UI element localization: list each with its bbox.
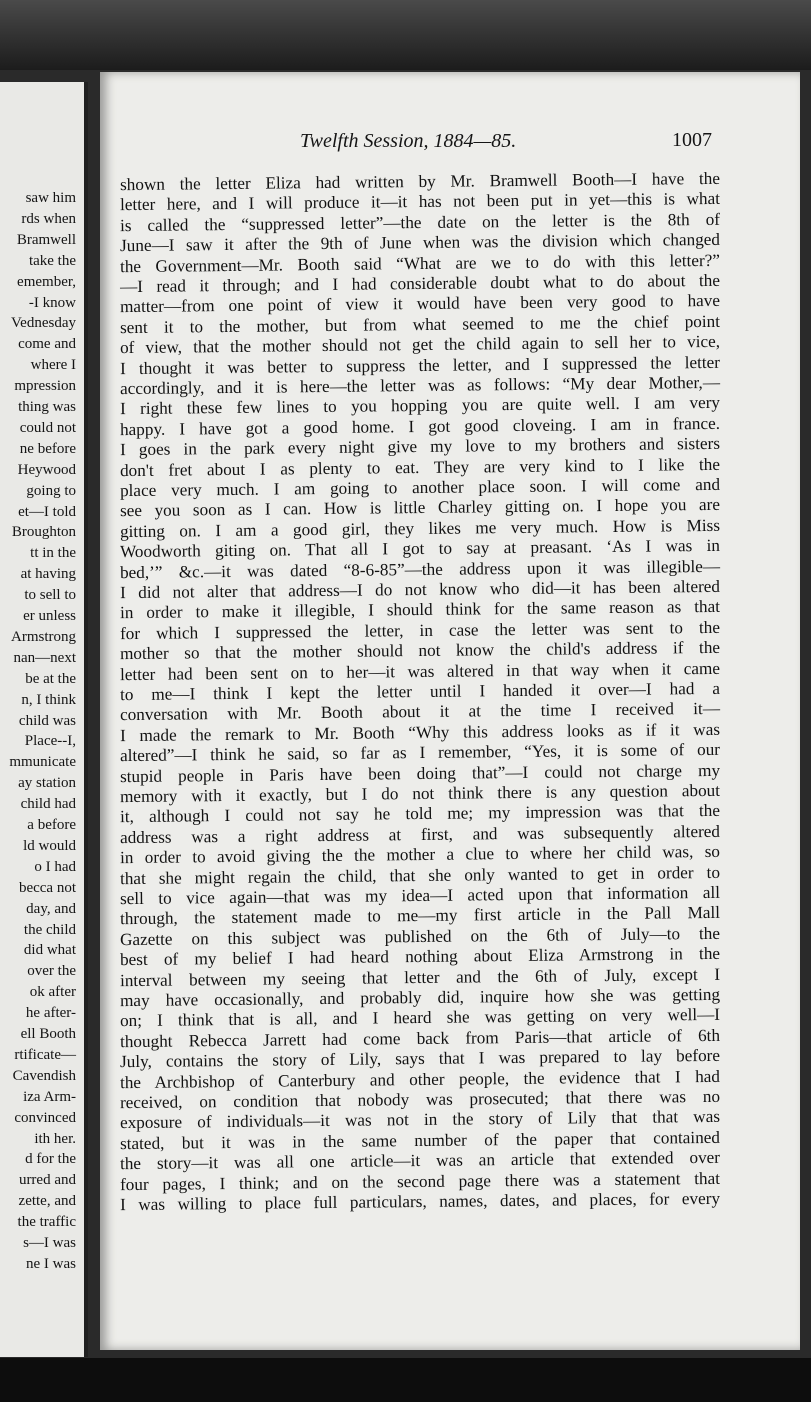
body-text-line: Woodworth giting on. That all I got to say at preasant. ‘As I was in bbox=[119, 536, 721, 562]
left-page-line: day, and bbox=[26, 900, 76, 917]
body-text-line: sent it to the mother, but from what seemed to me the chief point bbox=[119, 311, 721, 337]
left-page-line: child was bbox=[18, 712, 76, 729]
body-text-line: I goes in the park every night give my love to my brothers and sisters bbox=[119, 434, 721, 460]
body-text-line: bed,’” &c.—it was dated “8-6-85”—the address upon it was illegible— bbox=[119, 556, 721, 582]
body-text-line: is called the “suppressed letter”—the date on the letter is the 8th of bbox=[119, 209, 721, 235]
body-text-line: I thought it was better to suppress the letter, and I suppressed the letter bbox=[119, 352, 721, 378]
left-page-line: Bramwell bbox=[16, 231, 76, 248]
body-text-line: stated, but it was in the same number of the paper that contained bbox=[119, 1127, 721, 1153]
left-page-line: the traffic bbox=[17, 1214, 76, 1231]
body-text-line: thought Rebecca Jarrett had come back from Paris—that article of 6th bbox=[119, 1025, 721, 1051]
left-page-line: thing was bbox=[18, 399, 76, 415]
bottom-background bbox=[0, 1358, 811, 1402]
body-text-line: for which I suppressed the letter, in case the letter was sent to the bbox=[119, 617, 721, 643]
left-page-line: tt in the bbox=[30, 545, 76, 562]
left-page-line: to sell to bbox=[24, 587, 76, 604]
body-text-line: of view, that the mother should not get the child again to sell her to vice, bbox=[119, 332, 721, 358]
left-page-line: did what bbox=[23, 942, 76, 959]
left-page-line: over the bbox=[27, 963, 76, 980]
body-text-line: in order to make it illegible, I should think for the same reason as that bbox=[119, 597, 721, 623]
left-page-line: a before bbox=[27, 817, 76, 833]
running-header-title: Twelfth Session, 1884—85. bbox=[300, 130, 517, 152]
left-page-line: convinced bbox=[14, 1109, 76, 1126]
left-page-line: ay station bbox=[18, 775, 76, 792]
left-page-line: n, I think bbox=[21, 691, 76, 708]
left-page-line: at having bbox=[20, 566, 76, 583]
body-text-line: I was willing to place full particulars, names, dates, and places, for every bbox=[119, 1188, 721, 1215]
body-text-line: letter had been sent on to her—it was altered in that way when it came bbox=[119, 658, 721, 684]
body-text-line: it, although I could not say he told me; my impression was that the bbox=[119, 801, 721, 827]
body-text-line: happy. I have got a good home. I got good cloveing. I am in france. bbox=[119, 413, 721, 439]
body-text-line: I right these few lines to you hopping you are quite well. I am very bbox=[119, 393, 721, 419]
left-page-line: Vednesday bbox=[11, 315, 76, 332]
body-text-line: don't fret about I as plenty to eat. They are very kind to I like the bbox=[119, 454, 721, 480]
body-text-line: four pages, I think; and on the second page there was a statement that bbox=[119, 1168, 721, 1194]
left-page-line: s—I was bbox=[23, 1235, 76, 1251]
left-page-line: where I bbox=[30, 357, 76, 374]
left-page-line: Armstrong bbox=[11, 628, 76, 645]
top-background bbox=[0, 0, 811, 70]
left-page-line: going to bbox=[26, 482, 76, 499]
left-page-edge bbox=[0, 82, 88, 1357]
body-text-line: best of my belief I had heard nothing about Eliza Armstrong in the bbox=[119, 944, 721, 970]
left-page-line: becca not bbox=[18, 879, 76, 896]
body-text-line: —I read it through; and I had considerable doubt what to do about the bbox=[119, 270, 721, 297]
body-text-line: matter—from one point of view it would have been very good to have bbox=[119, 291, 721, 317]
body-text-line: conversation with Mr. Booth about it at the time I received it— bbox=[119, 699, 721, 725]
body-text-line: shown the letter Eliza had written by Mr. Bramwell Booth—I have the bbox=[119, 168, 721, 195]
body-text-line: to me—I think I kept the letter until I handed it over—I had a bbox=[119, 678, 721, 705]
left-page-line: ok after bbox=[29, 984, 76, 1001]
body-text-line: address was a right address at first, and was subsequently altered bbox=[119, 821, 721, 847]
body-text-line: gitting on. I am a good girl, they likes me very much. How is Miss bbox=[119, 515, 721, 541]
left-page-line: et—I told bbox=[18, 503, 76, 520]
left-page-line: er unless bbox=[23, 608, 76, 624]
left-page-line: ne I was bbox=[26, 1255, 76, 1272]
left-page-line: zette, and bbox=[18, 1193, 76, 1210]
body-text-line: July, contains the story of Lily, says that I was prepared to lay before bbox=[119, 1046, 721, 1072]
body-text-line: Gazette on this subject was published on the 6th of July—to the bbox=[119, 923, 721, 949]
left-page-line: the child bbox=[23, 921, 76, 938]
body-text-line: through, the statement made to me—my first article in the Pall Mall bbox=[119, 903, 721, 929]
left-page-line: mmunicate bbox=[9, 754, 76, 771]
body-text-line: mother so that the mother should not know the child's address if the bbox=[119, 638, 721, 664]
left-page-line: o I had bbox=[34, 858, 76, 875]
body-text-line: interval between my seeing that letter and the 6th of July, except I bbox=[119, 964, 721, 990]
body-text-line: memory with it exactly, but I do not think there is any question about bbox=[119, 780, 721, 807]
body-text-line: in order to avoid giving the the mother a clue to where her child was, so bbox=[119, 842, 721, 868]
left-page-line: Place--I, bbox=[24, 733, 76, 750]
left-page-line: saw him bbox=[25, 190, 76, 206]
left-page-line: he after- bbox=[25, 1005, 76, 1022]
left-page-line: could not bbox=[19, 419, 76, 436]
body-text-line: altered”—I think he said, so far as I remember, “Yes, it is some of our bbox=[119, 740, 721, 766]
body-text-line: sell to vice again—that was my idea—I acted upon that information all bbox=[119, 882, 721, 909]
left-page-line: ell Booth bbox=[20, 1026, 76, 1042]
body-text-line: received, on condition that nobody was prosecuted; that there was no bbox=[119, 1086, 721, 1113]
left-page-line: rds when bbox=[21, 210, 76, 227]
body-text-line: the Government—Mr. Booth said “What are we to do with this letter?” bbox=[119, 250, 721, 276]
body-text-line: place very much. I am going to another place soon. I will come and bbox=[119, 474, 721, 501]
left-page-line: Cavendish bbox=[12, 1067, 76, 1084]
body-text-line: June—I saw it after the 9th of June when was the division which changed bbox=[119, 230, 721, 256]
left-page-line: take the bbox=[28, 252, 76, 269]
body-text-line: I did not alter that address—I do not know who did—it has been altered bbox=[119, 576, 721, 603]
left-page-line: ne before bbox=[19, 440, 76, 457]
left-page-line: d for the bbox=[25, 1151, 76, 1168]
body-text-line: exposure of individuals—it was not in the story of Lily that that was bbox=[119, 1107, 721, 1133]
left-page-line: mpression bbox=[14, 378, 76, 395]
left-page-line: -I know bbox=[28, 294, 76, 311]
left-page-line: be at the bbox=[25, 670, 76, 687]
page-number: 1007 bbox=[672, 129, 712, 151]
left-page-line: come and bbox=[18, 336, 76, 353]
body-text-line: letter here, and I will produce it—it has not been put in yet—this is what bbox=[119, 189, 721, 215]
body-text-line: that she might regain the child, that she only wanted to get in order to bbox=[119, 862, 721, 888]
left-page-line: ld would bbox=[23, 837, 76, 854]
body-text-line: on; I think that is all, and I heard she was getting on very well—I bbox=[119, 1005, 721, 1031]
left-page-line: Broughton bbox=[11, 524, 76, 541]
left-page-line: ith her. bbox=[34, 1130, 76, 1147]
left-page-line: iza Arm- bbox=[23, 1088, 76, 1105]
left-page-line: child had bbox=[20, 796, 76, 813]
body-text-line: the Archbishop of Canterbury and other people, the evidence that I had bbox=[119, 1066, 721, 1092]
body-text-line: the story—it was all one article—it was an article that extended over bbox=[119, 1148, 721, 1174]
body-text-line: may have occasionally, and probably did, inquire how she was getting bbox=[119, 984, 721, 1011]
left-page-line: emember, bbox=[17, 273, 76, 290]
body-text-line: I made the remark to Mr. Booth “Why this address looks as if it was bbox=[119, 719, 721, 745]
left-page-line: Heywood bbox=[17, 461, 76, 478]
body-text-line: accordingly, and it is here—the letter was as follows: “My dear Mother,— bbox=[119, 372, 721, 399]
left-page-line: rtificate— bbox=[14, 1046, 76, 1063]
left-page-line: urred and bbox=[18, 1172, 76, 1189]
body-text-line: see you soon as I can. How is little Charley gitting on. I hope you are bbox=[119, 495, 721, 521]
body-text-line: stupid people in Paris have been doing that”—I could not charge my bbox=[119, 760, 721, 786]
left-page-line: nan—next bbox=[13, 649, 76, 666]
